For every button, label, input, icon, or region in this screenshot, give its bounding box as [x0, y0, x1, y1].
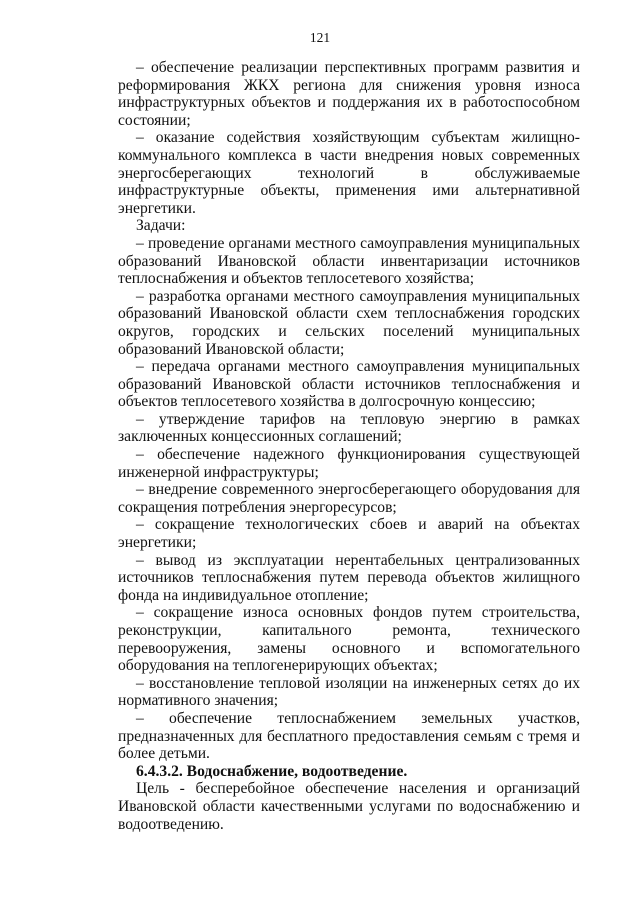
list-item: – вывод из эксплуатации нерентабельных централизованных источников теплоснабжения путем перевода объектов жилищного фонда на индивидуальное отопление;: [118, 551, 580, 604]
list-item: – разработка органами местного самоуправления муниципальных образований Ивановской области схем теплоснабжения городских округов, городских и сельских поселений муниципальных образований Ивановской области;: [118, 287, 580, 358]
list-item: – сокращение технологических сбоев и аварий на объектах энергетики;: [118, 516, 580, 552]
list-item: – передача органами местного самоуправления муниципальных образований Ивановской области источников теплоснабжения и объектов теплосетевого хозяйства в долгосрочную концессию;: [118, 358, 580, 411]
goal-paragraph: Цель - бесперебойное обеспечение населения и организаций Ивановской области качественными услугами по водоснабжению и водоотведению.: [118, 780, 580, 833]
list-item: – восстановление тепловой изоляции на инженерных сетях до их нормативного значения;: [118, 674, 580, 710]
section-heading: 6.4.3.2. Водоснабжение, водоотведение.: [136, 762, 408, 780]
tasks-label: Задачи:: [136, 217, 186, 235]
page-content: [118, 59, 580, 833]
list-item: – обеспечение надежного функционирования существующей инженерной инфраструктуры;: [118, 446, 580, 481]
page-number: 121: [309, 30, 331, 45]
list-item: – обеспечение теплоснабжением земельных участков, предназначенных для бесплатного предоставления семьям с тремя и более детьми.: [118, 709, 580, 763]
list-item: – утверждение тарифов на тепловую энергию в рамках заключенных концессионных соглашений;: [118, 410, 580, 446]
list-item: – проведение органами местного самоуправления муниципальных образований Ивановской области инвентаризации источников теплоснабжения и объектов теплосетевого хозяйства;: [118, 234, 580, 288]
list-item: – обеспечение реализации перспективных программ развития и реформирования ЖКХ региона для снижения уровня износа инфраструктурных объектов и поддержания их в работоспособном состоянии;: [118, 59, 580, 129]
list-item: – сокращение износа основных фондов путем строительства, реконструкции, капитального ремонта, технического перевооружения, замены основного и вспомогательного оборудования на теплогенерирующих объектах;: [118, 604, 580, 675]
list-item: – внедрение современного энергосберегающего оборудования для сокращения потребления энергоресурсов;: [118, 481, 580, 516]
list-item: – оказание содействия хозяйствующим субъектам жилищно-коммунального комплекса в части внедрения новых современных энергосберегающих технологий в обслуживаемые инфраструктурные объекты, применения ими альтернативной энергетики.: [118, 129, 580, 217]
